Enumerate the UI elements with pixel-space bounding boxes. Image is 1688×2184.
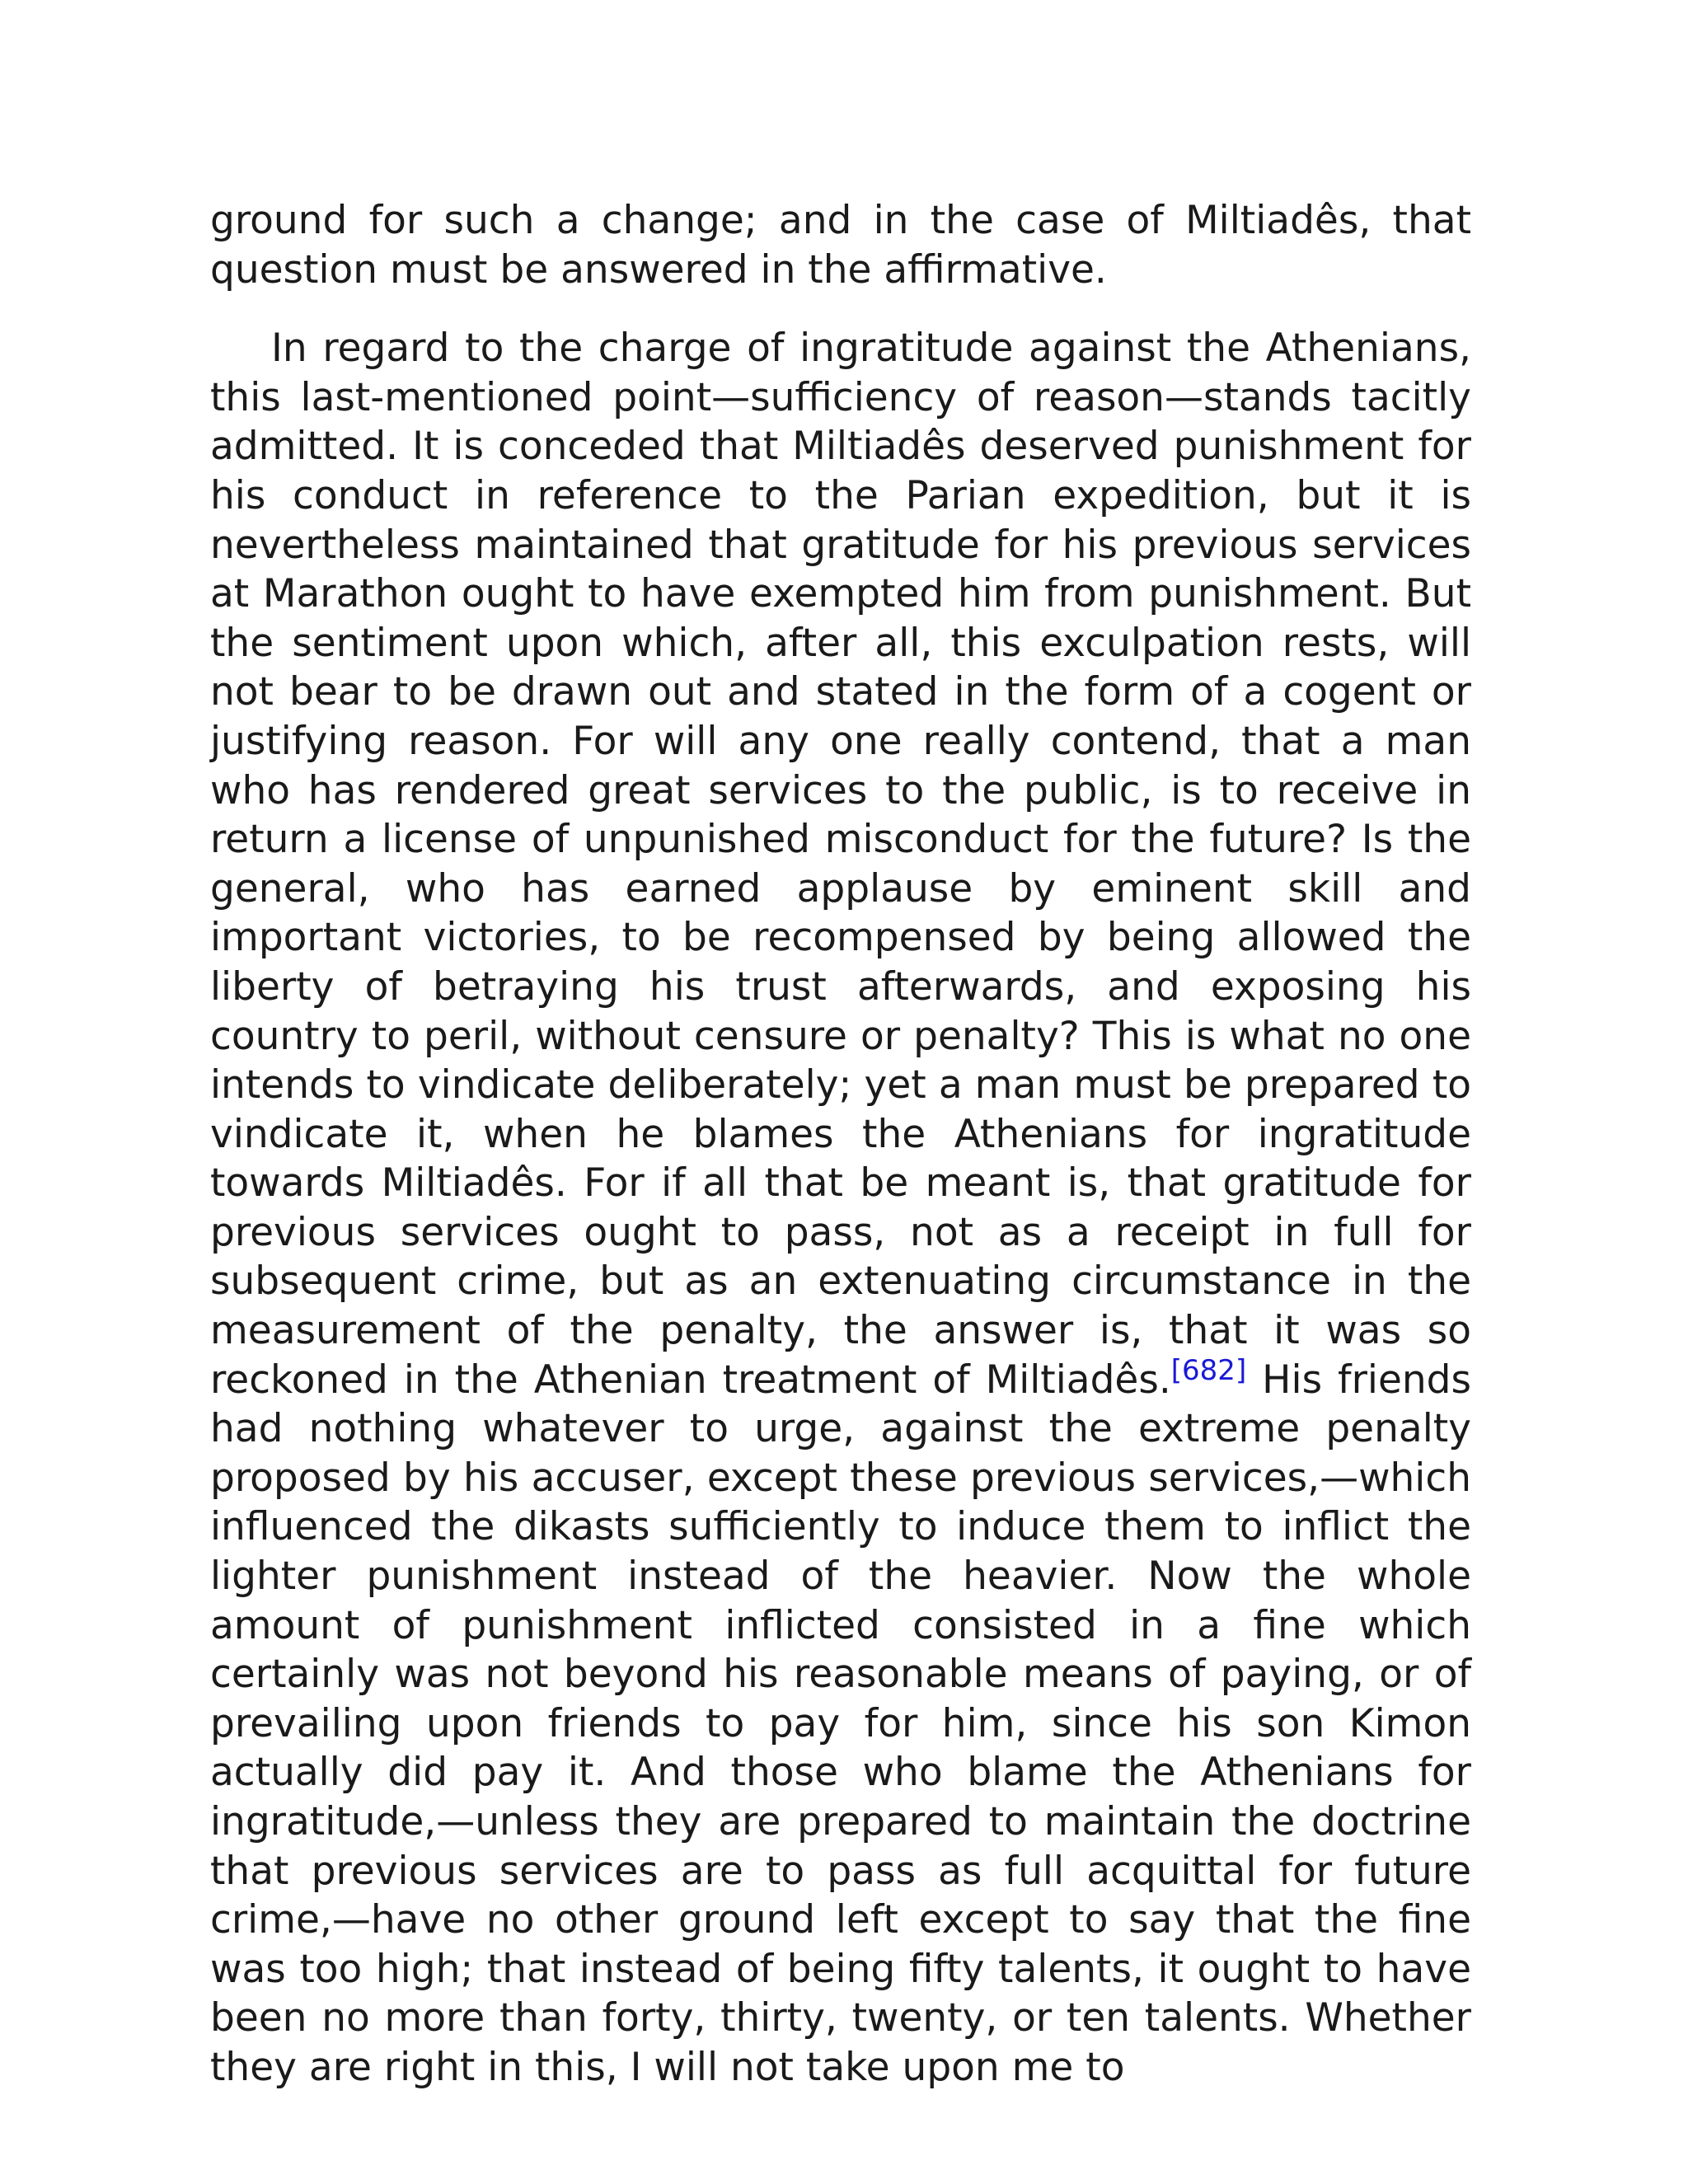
footnote-link-682[interactable]: [682] xyxy=(1170,1353,1247,1387)
page-body xyxy=(210,196,1471,2093)
paragraph-continuation: ground for such a change; and in the case of Miltiadês, that question must be answered in the affirmative. xyxy=(210,198,1471,293)
paragraph-text-before-footnote: In regard to the charge of ingratitude against the Athenians, this last-mentioned point—sufficiency of reason—stands tacitly admitted. It is conceded that Miltiadês deserved punishment for his conduct in reference to the Parian expedition, but it is nevertheless maintained that gratitude for his previous services at Marathon ought to have exempted him from punishment. But the sentiment upon which, after all, this exculpation rests, will not bear to be drawn out and stated in the form of a cogent or justifying reason. For will any one really contend, that a man who has rendered great services to the public, is to receive in return a license of unpunished misconduct for the future? Is the general, who has earned applause by eminent skill and important victories, to be recompensed by being allowed the liberty of betraying his trust afterwards, and exposing his country to peril, without censure or penalty? This is what no one intends to vindicate deliberately; yet a man must be prepared to vindicate it, when he blames the Athenians for ingratitude towards Miltiadês. For if all that be meant is, that gratitude for previous services ought to pass, not as a receipt in full for subsequent crime, but as an extenuating circumstance in the measurement of the penalty, the answer is, that it was so reckoned in the Athenian treatment of Miltiadês. xyxy=(210,326,1471,1403)
paragraph-text-after-footnote: His friends had nothing whatever to urge, against the extreme penalty proposed by his accuser, except these previous services,—which influenced the dikasts sufficiently to induce them to inflict the lighter punishment instead of the heavier. Now the whole amount of punishment inflicted consisted in a fine which certainly was not beyond his reasonable means of paying, or of prevailing upon friends to pay for him, since his son Kimon actually did pay it. And those who blame the Athenians for ingratitude,—unless they are prepared to maintain the doctrine that previous services are to pass as full acquittal for future crime,—have no other ground left except to say that the fine was too high; that instead of being fifty talents, it ought to have been no more than forty, thirty, twenty, or ten talents. Whether they are right in this, I will not take upon me to xyxy=(210,1357,1471,2090)
paragraph-ingratitude xyxy=(210,324,1471,2092)
